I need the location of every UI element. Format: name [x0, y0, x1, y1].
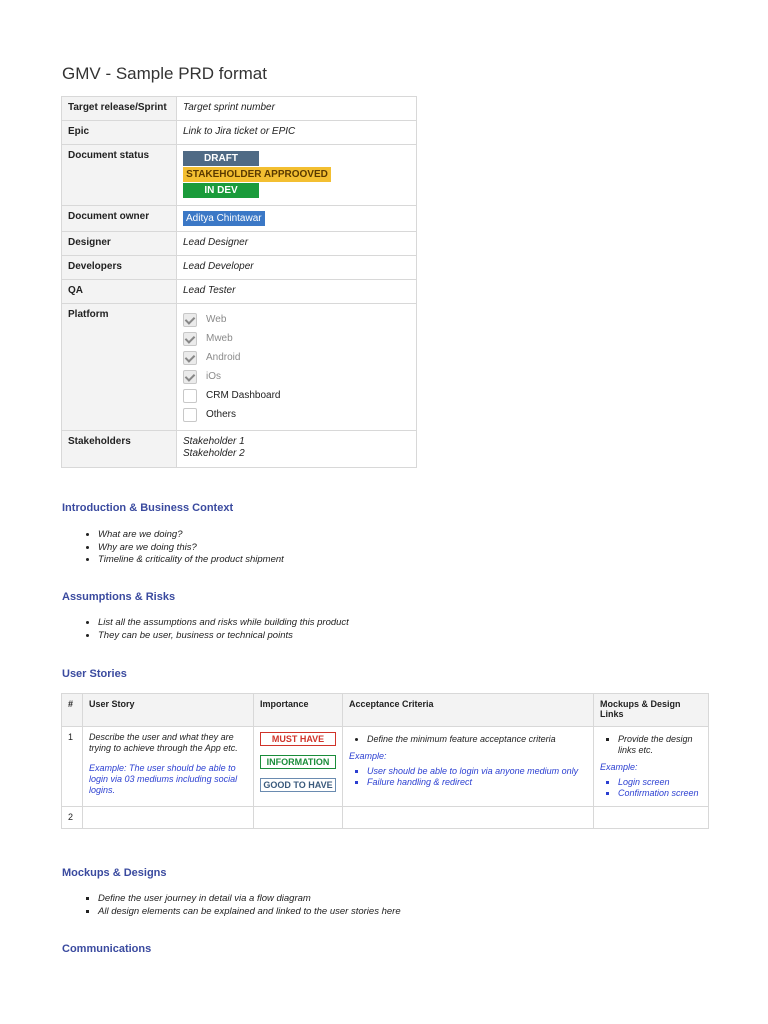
- section-heading-assumptions: Assumptions & Risks: [62, 591, 176, 603]
- platform-android[interactable]: [183, 348, 410, 367]
- platform-label: Mweb: [206, 333, 233, 344]
- meta-value[interactable]: Target sprint number: [177, 97, 417, 121]
- status-badge-approved[interactable]: STAKEHOLDER APPROOVED: [183, 167, 331, 182]
- platform-label: Web: [206, 314, 227, 325]
- section-heading-introduction: Introduction & Business Context: [62, 502, 234, 514]
- mockups-list: [600, 734, 702, 756]
- example-label: Example:: [349, 751, 387, 761]
- meta-row-document-status: [62, 145, 417, 206]
- checkbox-checked-icon[interactable]: [183, 370, 197, 384]
- column-header-mockups: Mockups & Design Links: [594, 694, 709, 727]
- owner-mention[interactable]: Aditya Chintawar: [183, 211, 265, 226]
- meta-row-platform: [62, 304, 417, 431]
- meta-value[interactable]: Lead Developer: [177, 256, 417, 280]
- list-item[interactable]: ▪ Login screen: [618, 777, 702, 788]
- meta-key: Epic: [62, 121, 177, 145]
- meta-value[interactable]: Lead Designer: [177, 232, 417, 256]
- row-number: 2: [62, 807, 83, 829]
- list-item: • Why are we doing this?: [98, 542, 284, 555]
- list-item: ▪ Define the user journey in detail via a flow diagram: [98, 893, 401, 906]
- list-item: ▪ Provide the design links etc.: [618, 734, 702, 756]
- importance-cell: [254, 727, 343, 807]
- criteria-example-list: [349, 766, 587, 788]
- list-item[interactable]: ▪ Confirmation screen: [618, 788, 702, 799]
- platform-label: Others: [206, 409, 237, 420]
- assumptions-list: [62, 617, 349, 642]
- platform-list: [177, 304, 417, 431]
- list-item: ▪ User should be able to login via anyone medium only: [367, 766, 587, 777]
- column-header-acceptance-criteria: Acceptance Criteria: [343, 694, 594, 727]
- meta-row-document-owner: [62, 206, 417, 232]
- user-story-text: Describe the user and what they are trying to achieve through the App etc.: [89, 732, 238, 753]
- table-row: [62, 807, 709, 829]
- checkbox-checked-icon[interactable]: [183, 332, 197, 346]
- row-number: 1: [62, 727, 83, 807]
- section-heading-communications: Communications: [62, 943, 152, 955]
- meta-value[interactable]: Lead Tester: [177, 280, 417, 304]
- acceptance-criteria-cell[interactable]: [343, 807, 594, 829]
- status-badge-draft[interactable]: DRAFT: [183, 151, 259, 166]
- checkbox-unchecked-icon[interactable]: [183, 389, 197, 403]
- page-title: GMV - Sample PRD format: [62, 64, 267, 83]
- list-item: ▪ Failure handling & redirect: [367, 777, 587, 788]
- meta-row-developers: [62, 256, 417, 280]
- platform-crm-dashboard[interactable]: [183, 386, 410, 405]
- mockups-section-list: [62, 893, 401, 918]
- user-story-example: Example: The user should be able to login via 03 mediums including social logins.: [89, 763, 238, 795]
- meta-row-qa: [62, 280, 417, 304]
- document-meta-table: [61, 96, 417, 468]
- meta-row-stakeholders: [62, 431, 417, 468]
- meta-key: Designer: [62, 232, 177, 256]
- table-header-row: [62, 694, 709, 727]
- section-heading-mockups: Mockups & Designs: [62, 867, 167, 879]
- list-item: • They can be user, business or technical points: [98, 630, 349, 643]
- list-item: • What are we doing?: [98, 529, 284, 542]
- meta-key: Developers: [62, 256, 177, 280]
- importance-badge-must-have[interactable]: MUST HAVE: [260, 732, 336, 746]
- checkbox-checked-icon[interactable]: [183, 313, 197, 327]
- importance-cell[interactable]: [254, 807, 343, 829]
- status-badge-in-dev[interactable]: IN DEV: [183, 183, 259, 198]
- meta-row-epic: [62, 121, 417, 145]
- criteria-list: [349, 734, 587, 745]
- meta-value: [177, 206, 417, 232]
- example-label: Example:: [600, 762, 638, 772]
- list-item: • Timeline & criticality of the product shipment: [98, 554, 284, 567]
- meta-key: Document owner: [62, 206, 177, 232]
- stakeholder-item[interactable]: Stakeholder 1: [183, 436, 245, 447]
- meta-row-target-release: [62, 97, 417, 121]
- platform-others[interactable]: [183, 405, 410, 424]
- mockups-example-list: [600, 777, 702, 799]
- stakeholder-item[interactable]: Stakeholder 2: [183, 448, 245, 459]
- importance-badge-good-to-have[interactable]: GOOD TO HAVE: [260, 778, 336, 792]
- platform-label: CRM Dashboard: [206, 390, 281, 401]
- meta-key: Document status: [62, 145, 177, 206]
- mockups-cell[interactable]: [594, 727, 709, 807]
- platform-label: Android: [206, 352, 241, 363]
- list-item: • List all the assumptions and risks while building this product: [98, 617, 349, 630]
- intro-list: [62, 529, 284, 567]
- column-header-importance: Importance: [254, 694, 343, 727]
- meta-key: Platform: [62, 304, 177, 431]
- importance-badge-information[interactable]: INFORMATION: [260, 755, 336, 769]
- column-header-number: #: [62, 694, 83, 727]
- checkbox-unchecked-icon[interactable]: [183, 408, 197, 422]
- platform-ios[interactable]: [183, 367, 410, 386]
- column-header-user-story: User Story: [83, 694, 254, 727]
- checkbox-checked-icon[interactable]: [183, 351, 197, 365]
- user-story-cell[interactable]: [83, 807, 254, 829]
- list-item: ▪ All design elements can be explained and linked to the user stories here: [98, 906, 401, 919]
- stakeholder-list: [177, 431, 417, 468]
- user-stories-table: [61, 693, 709, 829]
- platform-label: iOs: [206, 371, 221, 382]
- meta-key: Target release/Sprint: [62, 97, 177, 121]
- mockups-cell[interactable]: [594, 807, 709, 829]
- acceptance-criteria-cell[interactable]: [343, 727, 594, 807]
- platform-web[interactable]: [183, 310, 410, 329]
- user-story-cell[interactable]: [83, 727, 254, 807]
- table-row: [62, 727, 709, 807]
- meta-key: Stakeholders: [62, 431, 177, 468]
- list-item: • Define the minimum feature acceptance criteria: [367, 734, 587, 745]
- platform-mweb[interactable]: [183, 329, 410, 348]
- meta-value[interactable]: Link to Jira ticket or EPIC: [177, 121, 417, 145]
- meta-row-designer: [62, 232, 417, 256]
- section-heading-user-stories: User Stories: [62, 668, 127, 680]
- status-list: [177, 145, 417, 206]
- meta-key: QA: [62, 280, 177, 304]
